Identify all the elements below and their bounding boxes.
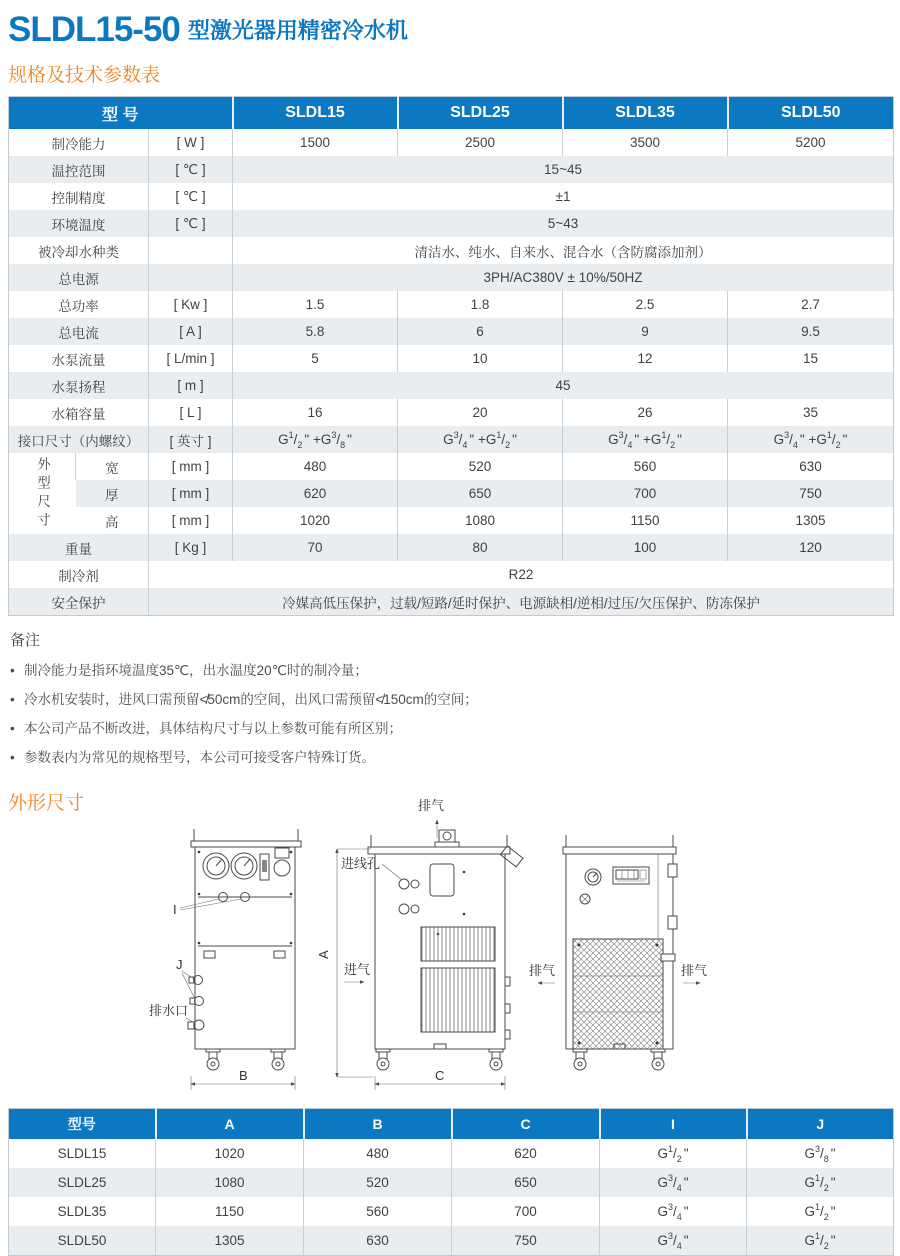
page-title: [8, 10, 893, 50]
dim-model: SLDL15: [57, 1146, 107, 1161]
dim-a-label: A: [316, 950, 331, 959]
param-group-label: 外型尺寸: [9, 453, 76, 534]
dim-model: SLDL50: [9, 1226, 156, 1256]
param-value: 1.5: [233, 291, 398, 318]
front-view-drawing: [149, 829, 301, 1090]
param-value: 1500: [233, 129, 398, 156]
spec-row-tank-capacity: [9, 399, 894, 426]
dim-col-header: C: [452, 1109, 600, 1140]
param-unit: [ 英寸 ]: [149, 426, 233, 453]
dim-value: $G^1/_2$ ": [747, 1197, 894, 1226]
note-item: • 参数表内为常见的规格型号，本公司可接受客户特殊订货。: [10, 743, 893, 772]
spec-row-ambient-temp: [9, 210, 894, 237]
dim-value: $G^1/_2$ ": [747, 1226, 894, 1256]
param-label: 温控范围: [9, 156, 149, 183]
param-value: 100: [563, 534, 728, 561]
dim-model: SLDL25: [9, 1168, 156, 1197]
param-unit: [ mm ]: [149, 453, 233, 480]
param-value: 1080: [398, 507, 563, 534]
front-casters: [206, 1049, 285, 1070]
param-value: 清洁水、纯水、自来水、混合水（含防腐添加剂）: [233, 237, 894, 264]
dimension-header-row: [9, 1109, 894, 1140]
param-label: 总电源: [9, 264, 149, 291]
dim-value: $G^3/_4$ ": [600, 1197, 747, 1226]
param-value: $G^3/_4$ " $+G^1/_2$ ": [398, 426, 563, 453]
note-item: • 冷水机安装时，进风口需预留≮50cm的空间，出风口需预留≮150cm的空间；: [10, 685, 893, 714]
spec-table: [8, 96, 894, 616]
param-label: 安全保护: [9, 588, 149, 616]
drain-label: 排水口: [149, 1003, 189, 1018]
dim-col-header: B: [304, 1109, 452, 1140]
param-unit: [ Kw ]: [149, 291, 233, 318]
dimension-drawings: [8, 794, 893, 1094]
dim-value: 1080: [156, 1168, 304, 1197]
param-unit: [ ℃ ]: [149, 183, 233, 210]
param-value: $G^3/_4$ " $+G^1/_2$ ": [563, 426, 728, 453]
param-value: 5~43: [233, 210, 894, 237]
spec-row-temp-range: [9, 156, 894, 183]
dim-value: $G^3/_4$ ": [600, 1168, 747, 1197]
back-casters: [573, 1049, 665, 1070]
param-value: 5.8: [233, 318, 398, 345]
dim-b: [191, 1068, 295, 1090]
param-value: 620: [233, 480, 398, 507]
param-value: 35: [728, 399, 894, 426]
dim-value: 520: [304, 1168, 452, 1197]
spec-row-port-size: [9, 426, 894, 453]
spec-row-total-power: [9, 291, 894, 318]
param-value: 120: [728, 534, 894, 561]
air-in-label: 进气: [344, 962, 371, 977]
dimension-row: [9, 1197, 894, 1226]
cable-hole-label: 进线孔: [341, 856, 381, 871]
param-value: ±1: [233, 183, 894, 210]
door-handle: [661, 954, 675, 961]
param-value: 70: [233, 534, 398, 561]
param-value: 2.7: [728, 291, 894, 318]
dim-value: 620: [452, 1139, 600, 1168]
param-label: 控制精度: [51, 190, 106, 206]
param-value: 45: [233, 372, 894, 399]
param-value: 5: [233, 345, 398, 372]
param-unit: [ ℃ ]: [149, 156, 233, 183]
model-header: SLDL35: [563, 97, 728, 130]
dimension-row: [9, 1168, 894, 1197]
spec-row-total-current: [9, 318, 894, 345]
param-value: 6: [398, 318, 563, 345]
spec-row-water-types: [9, 237, 894, 264]
dim-value: 1305: [156, 1226, 304, 1256]
param-value: 20: [398, 399, 563, 426]
condenser-grille: [573, 939, 663, 1049]
param-unit: [ L ]: [149, 399, 233, 426]
param-value: 2500: [398, 129, 563, 156]
param-value: 10: [398, 345, 563, 372]
param-value: 16: [233, 399, 398, 426]
param-value: 1.8: [398, 291, 563, 318]
title-model-number: SLDL15-50: [8, 10, 180, 49]
dimension-table: [8, 1108, 894, 1256]
model-header: SLDL50: [728, 97, 894, 130]
spec-row-dim-depth: [9, 480, 894, 507]
param-sublabel: 高: [105, 514, 119, 530]
param-value: 冷媒高低压保护，过载/短路/延时保护、电源缺相/逆相/过压/欠压保护、防冻保护: [149, 588, 894, 616]
param-unit: [149, 264, 233, 291]
dim-b-label: B: [239, 1068, 248, 1083]
param-value: 480: [233, 453, 398, 480]
dim-model: SLDL35: [57, 1204, 107, 1219]
param-value: 9: [563, 318, 728, 345]
spec-row-control-accuracy: [9, 183, 894, 210]
spec-row-cooling-capacity: [9, 129, 894, 156]
param-value: 3PH/AC380V ± 10%/50HZ: [233, 264, 894, 291]
param-label: 制冷剂: [58, 568, 99, 584]
param-label: 被冷却水种类: [38, 244, 119, 260]
param-unit: [ mm ]: [149, 507, 233, 534]
param-value: 2.5: [563, 291, 728, 318]
param-value: 5200: [728, 129, 894, 156]
param-value: 630: [728, 453, 894, 480]
param-value: 15: [728, 345, 894, 372]
dim-value: $G^1/_2$ ": [747, 1168, 894, 1197]
dim-value: 560: [304, 1197, 452, 1226]
notes-heading: 备注: [10, 632, 41, 649]
model-header: SLDL25: [398, 97, 563, 130]
spec-row-power-supply: [9, 264, 894, 291]
dim-value: 1150: [156, 1197, 304, 1226]
section-heading-specs: 规格及技术参数表: [8, 65, 161, 86]
param-value: 26: [563, 399, 728, 426]
param-value: 1020: [233, 507, 398, 534]
dim-value: $G^3/_8$ ": [747, 1139, 894, 1168]
exhaust-right-label: 排气: [681, 963, 708, 978]
point-i-label: I: [173, 902, 177, 917]
param-value: 700: [563, 480, 728, 507]
section-heading-dimensions: 外形尺寸: [8, 793, 85, 814]
back-view-drawing: [529, 835, 707, 1070]
param-value: 750: [728, 480, 894, 507]
dim-col-header: A: [156, 1109, 304, 1140]
dim-value: 650: [452, 1168, 600, 1197]
param-unit: [ m ]: [149, 372, 233, 399]
dim-value: 750: [452, 1226, 600, 1256]
param-value: 80: [398, 534, 563, 561]
param-unit: [ A ]: [149, 318, 233, 345]
param-label: 环境温度: [9, 210, 149, 237]
side-view-drawing: [316, 798, 523, 1090]
param-value: 650: [398, 480, 563, 507]
param-value: $G^1/_2$ " $+G^3/_8$ ": [233, 426, 398, 453]
dim-col-header: 型号: [9, 1109, 156, 1140]
dim-value: 480: [304, 1139, 452, 1168]
param-label: 接口尺寸（内螺纹）: [9, 426, 149, 453]
param-value: 12: [563, 345, 728, 372]
param-label: 重量: [9, 534, 149, 561]
param-value: 560: [563, 453, 728, 480]
param-label: 水箱容量: [51, 406, 106, 422]
dim-value: $G^1/_2$ ": [600, 1139, 747, 1168]
spec-row-safety: [9, 588, 894, 616]
dim-value: $G^3/_4$ ": [600, 1226, 747, 1256]
note-item: • 制冷能力是指环境温度35℃，出水温度20℃时的制冷量；: [10, 656, 893, 685]
param-sublabel: 宽: [76, 453, 149, 480]
dim-col-header: I: [600, 1109, 747, 1140]
dimension-row: [9, 1226, 894, 1256]
exhaust-top-label: 排气: [418, 798, 445, 813]
spec-row-pump-flow: [9, 345, 894, 372]
param-sublabel: 厚: [76, 480, 149, 507]
spec-row-dim-height: [9, 507, 894, 534]
param-unit: [149, 237, 233, 264]
note-item: • 本公司产品不断改进，具体结构尺寸与以上参数可能有所区别；: [10, 714, 893, 743]
param-value: 3500: [563, 129, 728, 156]
spec-row-dim-width: [9, 453, 894, 480]
dim-col-header: J: [747, 1109, 894, 1140]
side-casters: [376, 1049, 503, 1070]
notes-section: [10, 629, 893, 772]
param-unit: [ Kg ]: [149, 534, 233, 561]
spec-header-row: [9, 97, 894, 130]
dim-c-label: C: [435, 1068, 445, 1083]
side-vent-grille-lower: [421, 968, 495, 1032]
title-suffix: 型激光器用精密冷水机: [187, 18, 408, 43]
param-unit: [ L/min ]: [149, 345, 233, 372]
dim-value: 1020: [156, 1139, 304, 1168]
param-value: 520: [398, 453, 563, 480]
param-unit: [ W ]: [149, 129, 233, 156]
point-j-label: J: [176, 957, 183, 972]
param-label: 水泵扬程: [9, 372, 149, 399]
param-value: R22: [149, 561, 894, 588]
side-vent-grille-upper: [421, 927, 495, 961]
param-unit: [ ℃ ]: [149, 210, 233, 237]
spec-row-refrigerant: [9, 561, 894, 588]
dimension-row: [9, 1139, 894, 1168]
dim-value: 700: [452, 1197, 600, 1226]
exhaust-left-label: 排气: [529, 963, 556, 978]
param-value: 9.5: [728, 318, 894, 345]
notes-list: [10, 656, 893, 772]
param-label: 总功率: [58, 298, 99, 314]
spec-corner-header: 型 号: [9, 97, 233, 130]
dim-c: [375, 1068, 505, 1090]
spec-row-weight: [9, 534, 894, 561]
spec-row-pump-head: [9, 372, 894, 399]
param-value: 1150: [563, 507, 728, 534]
param-label: 水泵流量: [51, 352, 106, 368]
param-value: 1305: [728, 507, 894, 534]
param-label: 制冷能力: [51, 136, 106, 152]
param-value: $G^3/_4$ " $+G^1/_2$ ": [728, 426, 894, 453]
model-header: SLDL15: [233, 97, 398, 130]
param-label: 总电流: [9, 318, 149, 345]
top-exhaust-fitting: [435, 830, 459, 847]
dim-value: 630: [304, 1226, 452, 1256]
param-value: 15~45: [233, 156, 894, 183]
param-unit: [ mm ]: [149, 480, 233, 507]
